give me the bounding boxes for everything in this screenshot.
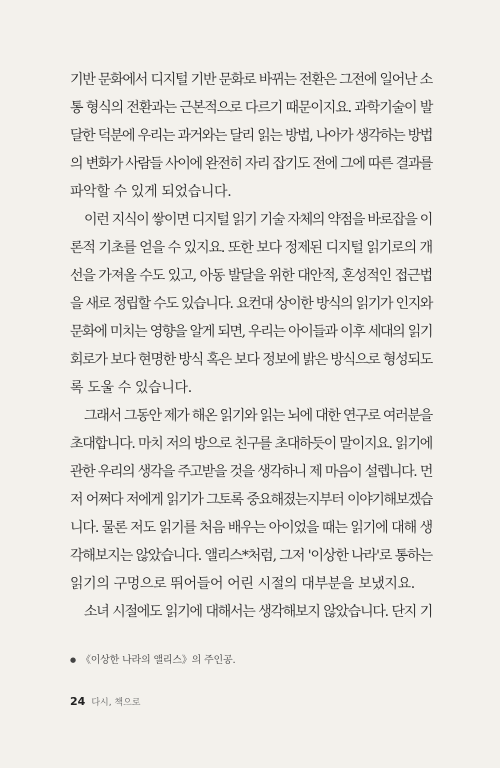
running-title: 다시, 책으로 — [91, 698, 141, 708]
body-line: 읽기의 구멍으로 뛰어들어 어린 시절의 대부분을 보냈지요. — [70, 576, 415, 592]
body-line: 각해보지는 않았습니다. 앨리스*처럼, 그저 '이상한 나라'로 통하는 — [70, 548, 432, 564]
body-line: 이런 지식이 쌓이면 디지털 읽기 기술 자체의 약점을 바로잡을 이 — [84, 212, 432, 228]
body-line: 소녀 시절에도 읽기에 대해서는 생각해보지 않았습니다. 단지 기 — [84, 604, 432, 620]
body-line: 관한 우리의 생각을 주고받을 것을 생각하니 제 마음이 설렙니다. 먼 — [70, 464, 432, 480]
body-line: 초대합니다. 마치 저의 방으로 친구를 초대하듯이 말이지요. 읽기에 — [70, 436, 432, 452]
body-line: 저 어쩌다 저에게 읽기가 그토록 중요해졌는지부터 이야기해보겠습 — [70, 492, 432, 508]
footnote-bullet: ● — [70, 656, 76, 664]
footnote — [70, 651, 235, 666]
body-line: 문화에 미치는 영향을 알게 되면, 우리는 아이들과 이후 세대의 읽기 — [70, 324, 432, 340]
folio — [70, 690, 141, 709]
body-line: 달한 덕분에 우리는 과거와는 달리 읽는 방법, 나아가 생각하는 방법 — [70, 128, 432, 144]
body-line: 그래서 그동안 제가 해온 읽기와 읽는 뇌에 대한 연구로 여러분을 — [84, 408, 432, 424]
body-line: 파악할 수 있게 되었습니다. — [70, 184, 232, 200]
body-line: 록 도울 수 있습니다. — [70, 380, 192, 396]
body-line: 선을 가져올 수도 있고, 아동 발달을 위한 대안적, 혼성적인 접근법 — [70, 268, 432, 284]
body-text — [70, 66, 432, 626]
page-number: 24 — [70, 695, 86, 708]
body-line: 의 변화가 사람들 사이에 완전히 자리 잡기도 전에 그에 따른 결과를 — [70, 156, 432, 172]
body-line: 론적 기초를 얻을 수 있지요. 또한 보다 정제된 디지털 읽기로의 개 — [70, 240, 432, 256]
body-line: 니다. 물론 저도 읽기를 처음 배우는 아이었을 때는 읽기에 대해 생 — [70, 520, 432, 536]
body-line: 통 형식의 전환과는 근본적으로 다르기 때문이지요. 과학기술이 발 — [70, 100, 433, 116]
body-line: 회로가 보다 현명한 방식 혹은 보다 정보에 밝은 방식으로 형성되도 — [70, 352, 432, 368]
body-line: 을 새로 정립할 수도 있습니다. 요컨대 상이한 방식의 읽기가 인지와 — [70, 296, 432, 312]
footnote-text: 《이상한 나라의 앨리스》의 주인공. — [80, 655, 236, 666]
body-line: 기반 문화에서 디지털 기반 문화로 바뀌는 전환은 그전에 일어난 소 — [70, 72, 432, 88]
